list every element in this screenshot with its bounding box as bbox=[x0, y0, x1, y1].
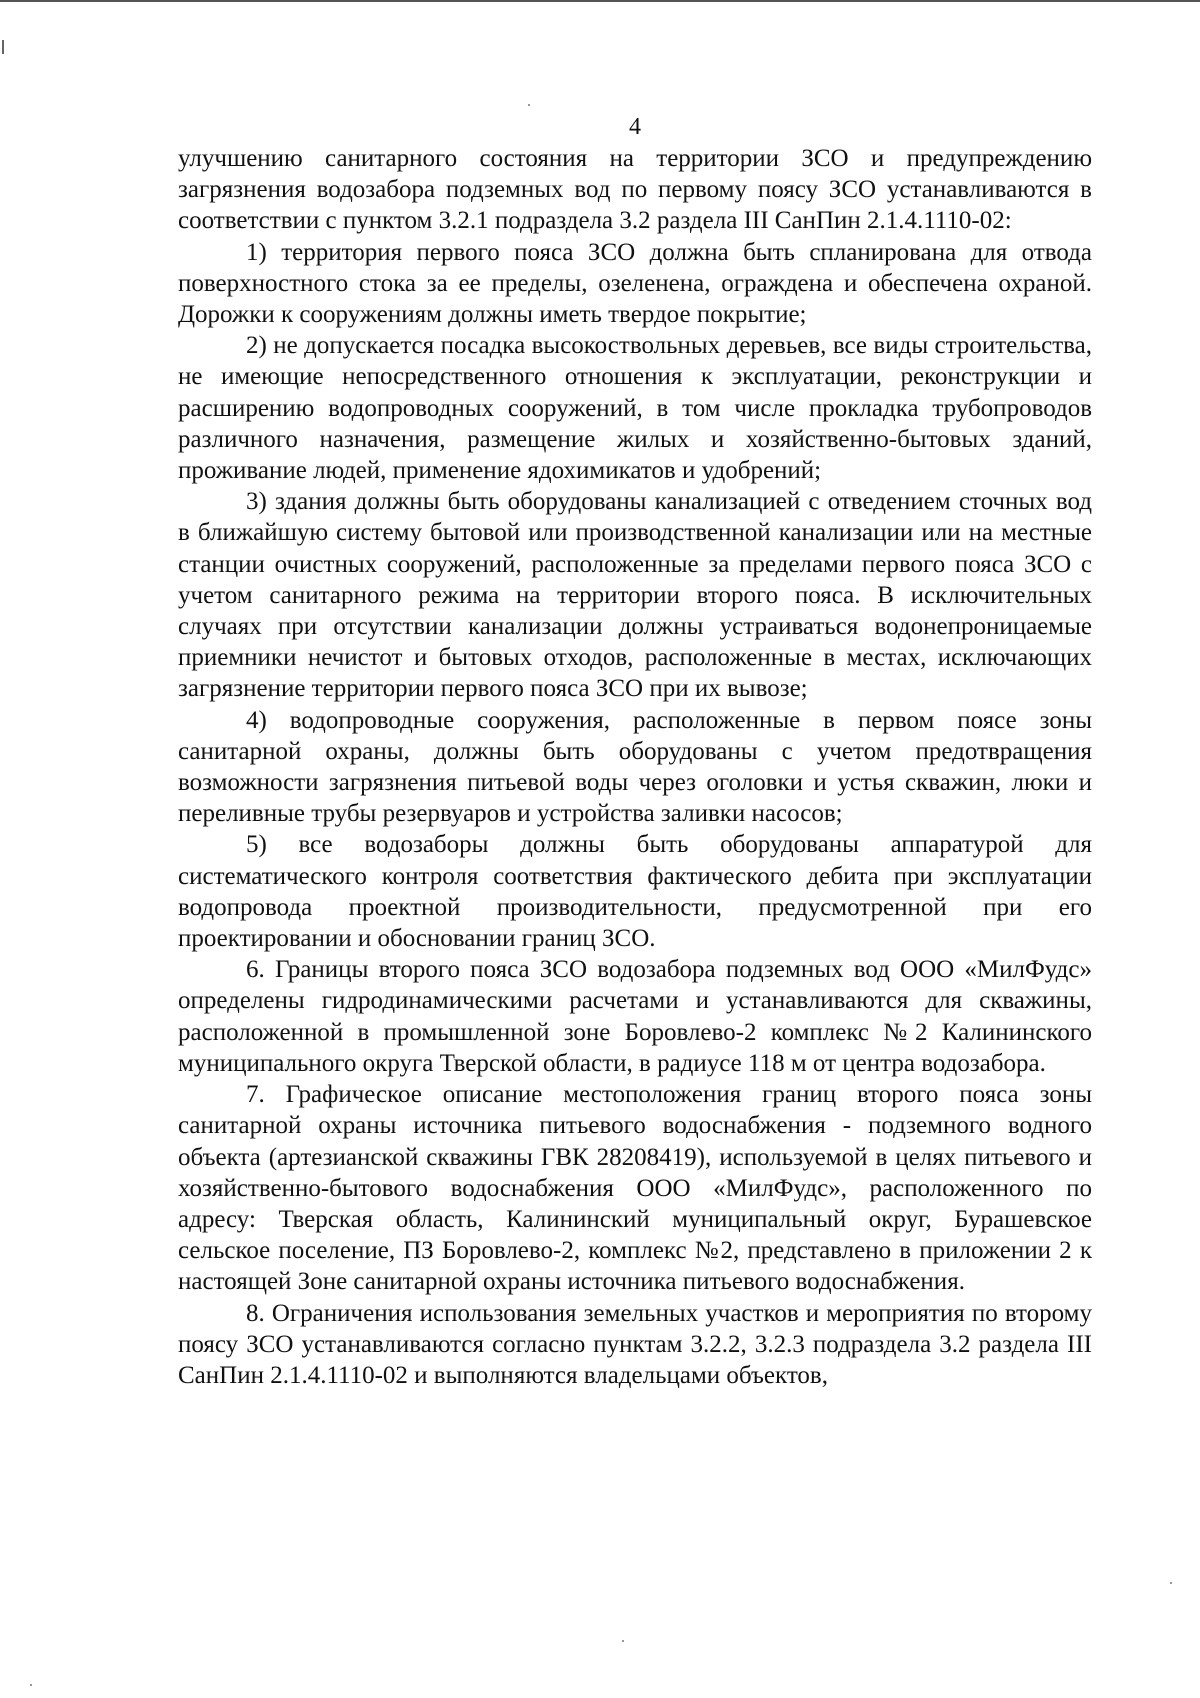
list-item-5: 5) все водозаборы должны быть оборудованы аппаратурой для систематического контроля соответствия фактического дебита при эксплуатации водопровода проектной производительности, предусмотренной при его проектировании и обосновании границ ЗСО. bbox=[178, 831, 1092, 953]
scan-speck bbox=[1170, 1582, 1172, 1584]
scan-speck bbox=[528, 104, 530, 106]
scan-speck bbox=[622, 1640, 624, 1642]
list-item-4: 4) водопроводные сооружения, расположенные в первом поясе зоны санитарной охраны, должны быть оборудованы с учетом предотвращения возможности загрязнения питьевой воды через оголовки и устья скважин, люки и переливные трубы резервуаров и устройства заливки насосов; bbox=[178, 706, 1092, 828]
scan-mark bbox=[2, 40, 4, 54]
scan-edge bbox=[0, 0, 1200, 2]
paragraph-7: 7. Графическое описание местоположения границ второго пояса зоны санитарной охраны источника питьевого водоснабжения - подземного водного объекта (артезианской скважины ГВК 28208419), используемой в целях питьевого и хозяйственно-бытового водоснабжения ООО «МилФудс», расположенного по адресу: Тверская область, Калининский муниципальный округ, Бурашевское сельское поселение, ПЗ Боровлево-2, комплекс №2, представлено в приложении 2 к настоящей Зоне санитарной охраны источника питьевого водоснабжения. bbox=[178, 1081, 1092, 1296]
list-item-2: 2) не допускается посадка высокоствольных деревьев, все виды строительства, не имеющие непосредственного отношения к эксплуатации, реконструкции и расширению водопроводных сооружений, в том числе прокладка трубопроводов различного назначения, размещение жилых и хозяйственно-бытовых зданий, проживание людей, применение ядохимикатов и удобрений; bbox=[178, 332, 1092, 485]
paragraph-8: 8. Ограничения использования земельных участков и мероприятия по второму поясу ЗСО устанавливаются согласно пунктам 3.2.2, 3.2.3 подраздела 3.2 раздела III СанПин 2.1.4.1110-02 и выполняются владельцами объектов, bbox=[178, 1299, 1092, 1389]
list-item-1: 1) территория первого пояса ЗСО должна быть спланирована для отвода поверхностного стока за ее пределы, озеленена, ограждена и обеспечена охраной. Дорожки к сооружениям должны иметь твердое покрытие; bbox=[178, 238, 1092, 329]
paragraph-continuation: улучшению санитарного состояния на территории ЗСО и предупреждению загрязнения водозабора подземных вод по первому поясу ЗСО устанавливаются в соответствии с пунктом 3.2.1 подраздела 3.2 раздела III СанПин 2.1.4.1110-02: bbox=[178, 145, 1092, 235]
scan-speck bbox=[30, 1684, 32, 1686]
page-number: 4 bbox=[629, 114, 641, 140]
list-item-3: 3) здания должны быть оборудованы канализацией с отведением сточных вод в ближайшую систему бытовой или производственной канализации или на местные станции очистных сооружений, расположенные за пределами первого пояса ЗСО с учетом санитарного режима на территории второго пояса. В исключительных случаях при отсутствии канализации должны устраиваться водонепроницаемые приемники нечистот и бытовых отходов, расположенные в местах, исключающих загрязнение территории первого пояса ЗСО при их вывозе; bbox=[178, 488, 1092, 703]
document-body bbox=[178, 143, 1092, 1391]
paragraph-6: 6. Границы второго пояса ЗСО водозабора подземных вод ООО «МилФудс» определены гидродинамическими расчетами и устанавливаются для скважины, расположенной в промышленной зоне Боровлево-2 комплекс №2 Калининского муниципального округа Тверской области, в радиусе 118 м от центра водозабора. bbox=[178, 956, 1092, 1077]
